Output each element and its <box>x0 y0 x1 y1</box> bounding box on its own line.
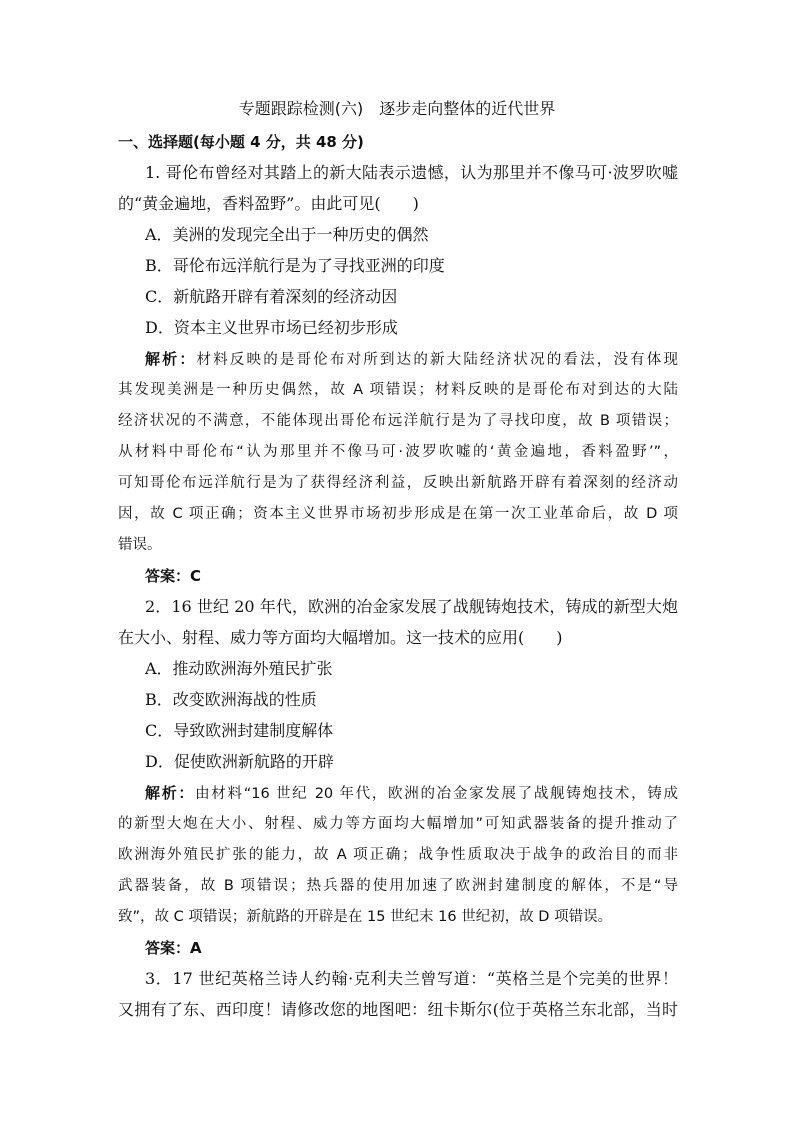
q2-explanation-line-3: 欧洲海外殖民扩张的能力，故 A 项正确；战争性质取决于战争的政治目的而非 <box>118 847 678 863</box>
q1-answer: 答案：C <box>145 567 202 585</box>
document-title: 专题跟踪检测(六) 逐步走向整体的近代世界 <box>238 99 556 118</box>
q2-explanation-line-5: 致”，故 C 项错误；新航路的开辟是在 15 世纪末 16 世纪初，故 D 项错误。 <box>118 909 613 925</box>
q3-stem-line-1: 3．17 世纪英格兰诗人约翰·克利夫兰曾写道：“英格兰是个完美的世界！ <box>145 969 678 988</box>
q2-option-b: B．改变欧洲海战的性质 <box>145 690 317 709</box>
q2-option-d: D．促使欧洲新航路的开辟 <box>145 752 334 771</box>
q1-explanation-line-7: 错误。 <box>118 537 162 553</box>
q2-stem-line-2: 在大小、射程、威力等方面均大幅增加。这一技术的应用( ) <box>118 628 563 647</box>
q1-option-b: B．哥伦布远洋航行是为了寻找亚洲的印度 <box>145 256 445 275</box>
q2-explanation-text-1: 由材料“16 世纪 20 年代，欧洲的冶金家发展了战舰铸炮技术，铸成 <box>195 786 678 802</box>
q2-stem-line-1: 2．16 世纪 20 年代，欧洲的冶金家发展了战舰铸炮技术，铸成的新型大炮 <box>145 597 678 616</box>
q2-option-c: C．导致欧洲封建制度解体 <box>145 721 334 740</box>
q1-explanation-line-4: 从材料中哥伦布“认为那里并不像马可·波罗吹嘘的‘黄金遍地，香料盈野’”， <box>118 444 678 460</box>
q1-explanation-line-5: 可知哥伦布远洋航行是为了获得经济利益，反映出新航路开辟有着深刻的经济动 <box>118 475 678 491</box>
q1-stem-line-2: 的“黄金遍地，香料盈野”。由此可见( ) <box>118 194 419 213</box>
q1-explanation-label: 解析： <box>145 350 197 368</box>
q2-explanation-label: 解析： <box>145 784 196 802</box>
q1-explanation-line-1 <box>145 349 678 370</box>
q2-explanation-line-2: 的新型大炮在大小、射程、威力等方面均大幅增加”可知武器装备的提升推动了 <box>118 816 678 832</box>
section-header: 一、选择题(每小题 4 分，共 48 分) <box>118 133 364 151</box>
q2-answer: 答案：A <box>145 939 202 957</box>
q3-stem-line-2: 又拥有了东、西印度！请修改您的地图吧：纽卡斯尔(位于英格兰东北部，当时 <box>118 1000 678 1019</box>
q1-explanation-line-3: 经济状况的不满意，不能体现出哥伦布远洋航行是为了寻找印度，故 B 项错误； <box>118 413 678 429</box>
q1-explanation-line-6: 因，故 C 项正确；资本主义世界市场初步形成是在第一次工业革命后，故 D 项 <box>118 506 678 522</box>
q2-option-a: A．推动欧洲海外殖民扩张 <box>145 659 333 678</box>
q1-option-a: A．美洲的发现完全出于一种历史的偶然 <box>145 225 429 244</box>
q2-explanation-line-4: 武器装备，故 B 项错误；热兵器的使用加速了欧洲封建制度的解体，不是“导 <box>118 878 678 894</box>
q1-explanation-line-2: 其发现美洲是一种历史偶然，故 A 项错误；材料反映的是哥伦布对到达的大陆 <box>118 382 678 398</box>
q1-stem-line-1: 1. 哥伦布曾经对其踏上的新大陆表示遗憾，认为那里并不像马可·波罗吹嘘 <box>145 163 678 182</box>
q2-explanation-line-1 <box>145 783 678 804</box>
q1-explanation-text-1: 材料反映的是哥伦布对所到达的新大陆经济状况的看法，没有体现 <box>196 352 678 368</box>
q1-option-c: C．新航路开辟有着深刻的经济动因 <box>145 287 398 306</box>
q1-option-d: D．资本主义世界市场已经初步形成 <box>145 318 398 337</box>
